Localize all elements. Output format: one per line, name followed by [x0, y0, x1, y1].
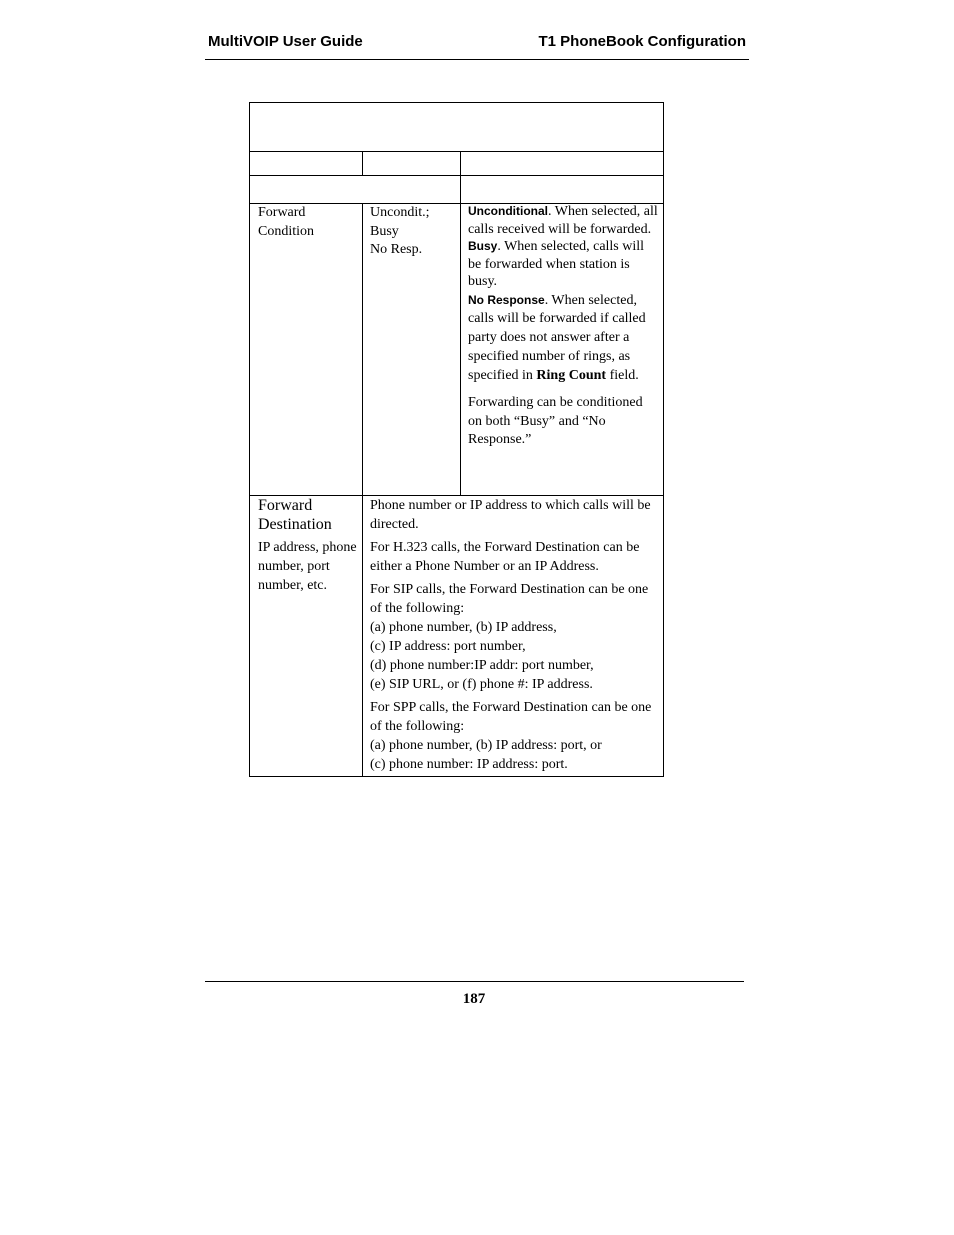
- field-values-forward-destination: IP address, phone number, port number, etc.: [258, 540, 357, 593]
- header-rule: [205, 59, 749, 60]
- option-label: Unconditional: [468, 204, 548, 218]
- field-values-forward-condition: Uncondit.; Busy No Resp.: [370, 205, 430, 257]
- running-header-title: MultiVOIP User Guide: [208, 33, 363, 50]
- table-rule: [362, 203, 363, 776]
- running-header-section: T1 PhoneBook Configuration: [538, 33, 746, 50]
- table-rule: [250, 175, 663, 176]
- page-number: 187: [462, 991, 486, 1007]
- field-name-forward-condition: Forward Condition: [258, 205, 315, 239]
- field-description-forward-condition: Unconditional. When selected, all calls received will be forwarded. Busy. When selected, calls will be forwarded when station is busy. No Response. When selected, calls will be forwarded if called party does not answer after a specified number of rings, as specified in Ring Count field. Forwarding can be conditioned on both “Busy” and “No Response.”: [468, 203, 658, 450]
- description-note: Forwarding can be conditioned on both “Busy” and “No Response.”: [468, 395, 643, 448]
- table-rule: [250, 151, 663, 152]
- option-label: No Response: [468, 292, 545, 307]
- phonebook-field-table: [249, 102, 664, 777]
- field-description-forward-destination: Phone number or IP address to which calls will be directed. For H.323 calls, the Forward Destination can be either a Phone Number or an IP Address. For SIP calls, the Forward Destination can be one of the following: (a) phone number, (b) IP address, (c) IP address: port number, (d) phone number:IP addr: port number, (e) SIP URL, or (f) phone #: IP address. For SPP calls, the Forward Destination can be one of the following: (a) phone number, (b) IP address: port, or (c) phone number: IP address: port.: [370, 498, 652, 772]
- option-label: Busy: [468, 239, 498, 253]
- table-rule: [460, 151, 461, 495]
- footer-rule: [205, 981, 744, 982]
- table-rule: [362, 151, 363, 175]
- field-name-forward-destination: Forward Destination: [258, 497, 332, 533]
